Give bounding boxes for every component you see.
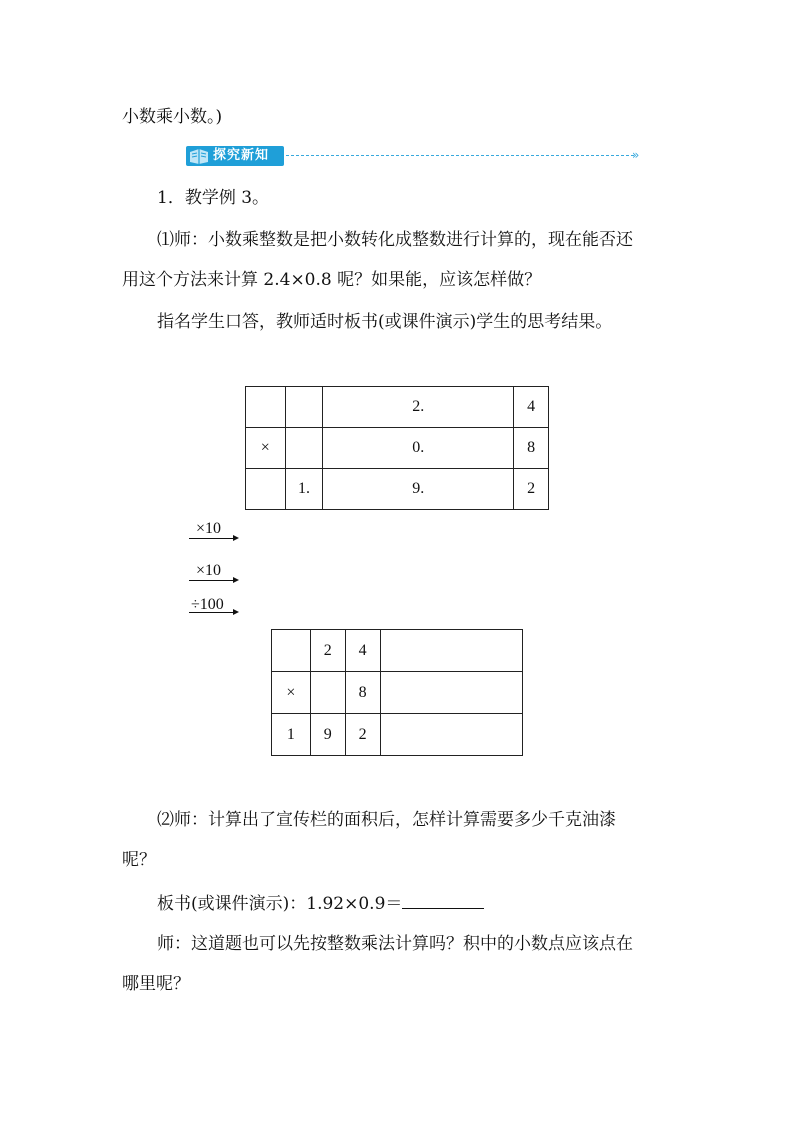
table-cell: 9. — [323, 469, 514, 510]
arrow-head-icon — [233, 535, 239, 541]
calc-table-decimal — [245, 386, 549, 510]
arrow-line — [189, 612, 234, 613]
arrow-label: ÷100 — [191, 596, 224, 613]
double-chevron-icon: » — [632, 148, 640, 162]
section-divider — [286, 155, 634, 156]
table-cell: 9 — [310, 714, 345, 756]
arrow-label: ×10 — [196, 520, 222, 537]
table-cell: 1 — [272, 714, 311, 756]
table-cell — [380, 714, 522, 756]
table-cell: 0. — [323, 428, 514, 469]
paragraph-line: 指名学生口答，教师适时板书(或课件演示)学生的思考结果。 — [157, 312, 613, 332]
example-heading: 1．教学例 3。 — [157, 188, 270, 208]
table-cell: 2 — [345, 714, 380, 756]
table-cell — [380, 630, 522, 672]
table-cell — [272, 630, 311, 672]
table-cell — [246, 387, 286, 428]
paragraph-line: 师：这道题也可以先按整数乘法计算吗？积中的小数点应该点在 — [157, 934, 633, 954]
arrow-label: ×10 — [196, 562, 222, 579]
arrow-head-icon — [233, 609, 239, 615]
text-line-continuation: 小数乘小数。) — [122, 107, 223, 127]
table-cell — [285, 387, 323, 428]
arrow-head-icon — [233, 577, 239, 583]
arrow-line — [189, 580, 234, 581]
paragraph-line: ⑴师：小数乘整数是把小数转化成整数进行计算的，现在能否还 — [157, 230, 633, 250]
table-cell — [380, 672, 522, 714]
section-badge-label: 探究新知 — [213, 148, 270, 163]
table-cell: 4 — [514, 387, 549, 428]
paragraph-line: ⑵师：计算出了宣传栏的面积后，怎样计算需要多少千克油漆 — [157, 810, 616, 830]
table-cell: 8 — [514, 428, 549, 469]
board-writing-text: 板书(或课件演示)：1.92×0.9＝ — [157, 894, 403, 914]
table-cell — [285, 428, 323, 469]
table-cell: 2 — [310, 630, 345, 672]
table-cell: 8 — [345, 672, 380, 714]
table-cell: 2 — [514, 469, 549, 510]
book-icon — [188, 147, 210, 165]
answer-blank — [402, 892, 484, 909]
section-badge — [186, 146, 284, 166]
arrow-line — [189, 538, 234, 539]
table-cell — [246, 469, 286, 510]
calc-table-integer — [271, 629, 523, 756]
table-cell: × — [246, 428, 286, 469]
board-writing-line — [157, 892, 484, 914]
table-cell: × — [272, 672, 311, 714]
paragraph-line: 呢？ — [122, 850, 156, 870]
table-cell: 4 — [345, 630, 380, 672]
table-cell: 2. — [323, 387, 514, 428]
paragraph-line: 哪里呢？ — [122, 974, 190, 994]
table-cell: 1. — [285, 469, 323, 510]
paragraph-line: 用这个方法来计算 2.4×0.8 呢？如果能，应该怎样做？ — [122, 270, 542, 290]
table-cell — [310, 672, 345, 714]
